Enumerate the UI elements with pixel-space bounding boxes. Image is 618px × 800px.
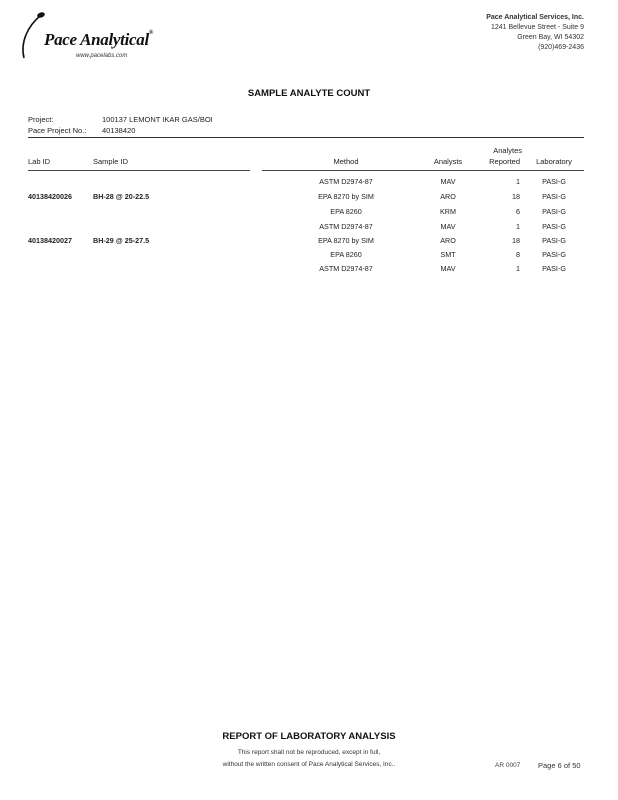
- pace-project-label: Pace Project No.:: [28, 126, 87, 135]
- cell-count: 1: [516, 264, 520, 273]
- cell-method: EPA 8260: [330, 250, 362, 259]
- address-phone: (920)469-2436: [538, 44, 584, 51]
- pace-project-row: [28, 125, 213, 136]
- cell-method: ASTM D2974-87: [319, 177, 373, 186]
- cell-method: EPA 8270 by SIM: [318, 236, 374, 245]
- header-analysis: Analysts: [433, 157, 463, 166]
- company-address: [486, 13, 584, 53]
- header-analytes: Analytes: [493, 146, 522, 155]
- cell-count: 1: [516, 222, 520, 231]
- cell-laboratory: PASI-G: [542, 207, 566, 216]
- footer-disclaimer: [0, 747, 618, 771]
- cell-laboratory: PASI-G: [542, 192, 566, 201]
- page-number: Page 6 of 50: [538, 761, 581, 770]
- cell-method: EPA 8260: [330, 207, 362, 216]
- address-street: 1241 Bellevue Street - Suite 9: [490, 24, 584, 31]
- header-sample-id: Sample ID: [93, 157, 129, 166]
- report-title: SAMPLE ANALYTE COUNT: [247, 88, 371, 99]
- cell-laboratory: PASI-G: [542, 236, 566, 245]
- cell-count: 1: [516, 177, 520, 186]
- project-row: [28, 114, 213, 125]
- cell-analysis: MAV: [440, 222, 456, 231]
- cell-laboratory: PASI-G: [542, 222, 566, 231]
- header-underline: [262, 170, 584, 171]
- cell-analysis: MAV: [440, 177, 456, 186]
- footer-title: REPORT OF LABORATORY ANALYSIS: [222, 731, 396, 742]
- header-lab-id: Lab ID: [28, 157, 51, 166]
- cell-sample-id: BH-29 @ 25-27.5: [93, 236, 150, 245]
- cell-method: ASTM D2974-87: [319, 264, 373, 273]
- cell-method: EPA 8270 by SIM: [318, 192, 374, 201]
- disclaimer-line: This report shall not be reproduced, except in full,: [237, 749, 381, 756]
- company-website: www.pacelabs.com: [76, 53, 128, 59]
- header-reported: Reported: [489, 157, 520, 166]
- cell-laboratory: PASI-G: [542, 177, 566, 186]
- cell-lab-id: 40138420026: [28, 192, 72, 201]
- cell-analysis: MAV: [440, 264, 456, 273]
- cell-count: 8: [516, 250, 520, 259]
- cell-analysis: KRM: [440, 207, 456, 216]
- project-info: [28, 114, 213, 136]
- address-city: Green Bay, WI 54302: [517, 34, 584, 41]
- cell-laboratory: PASI-G: [542, 250, 566, 259]
- cell-count: 18: [512, 236, 520, 245]
- cell-count: 6: [516, 207, 520, 216]
- project-value: 100137 LEMONT IKAR GAS/BOI: [102, 115, 213, 124]
- cell-method: ASTM D2974-87: [319, 222, 373, 231]
- cell-laboratory: PASI-G: [542, 264, 566, 273]
- company-name: Pace Analytical Services, Inc.: [486, 14, 584, 21]
- logo-wordmark: Pace Analytical®: [44, 30, 154, 49]
- pace-project-value: 40138420: [102, 126, 136, 135]
- cell-sample-id: BH-28 @ 20-22.5: [93, 192, 150, 201]
- cell-count: 18: [512, 192, 520, 201]
- company-logo: [14, 8, 154, 68]
- header-laboratory: Laboratory: [536, 157, 572, 166]
- cell-analysis: ARO: [440, 236, 456, 245]
- header-method: Method: [333, 157, 359, 166]
- cell-analysis: ARO: [440, 192, 456, 201]
- cell-analysis: SMT: [440, 250, 456, 259]
- disclaimer-line: without the written consent of Pace Analytical Services, Inc..: [222, 761, 396, 768]
- project-label: Project:: [28, 115, 54, 124]
- cell-lab-id: 40138420027: [28, 236, 72, 245]
- footer-code: AR 0007: [495, 762, 521, 769]
- divider: [28, 137, 584, 138]
- header-underline: [28, 170, 250, 171]
